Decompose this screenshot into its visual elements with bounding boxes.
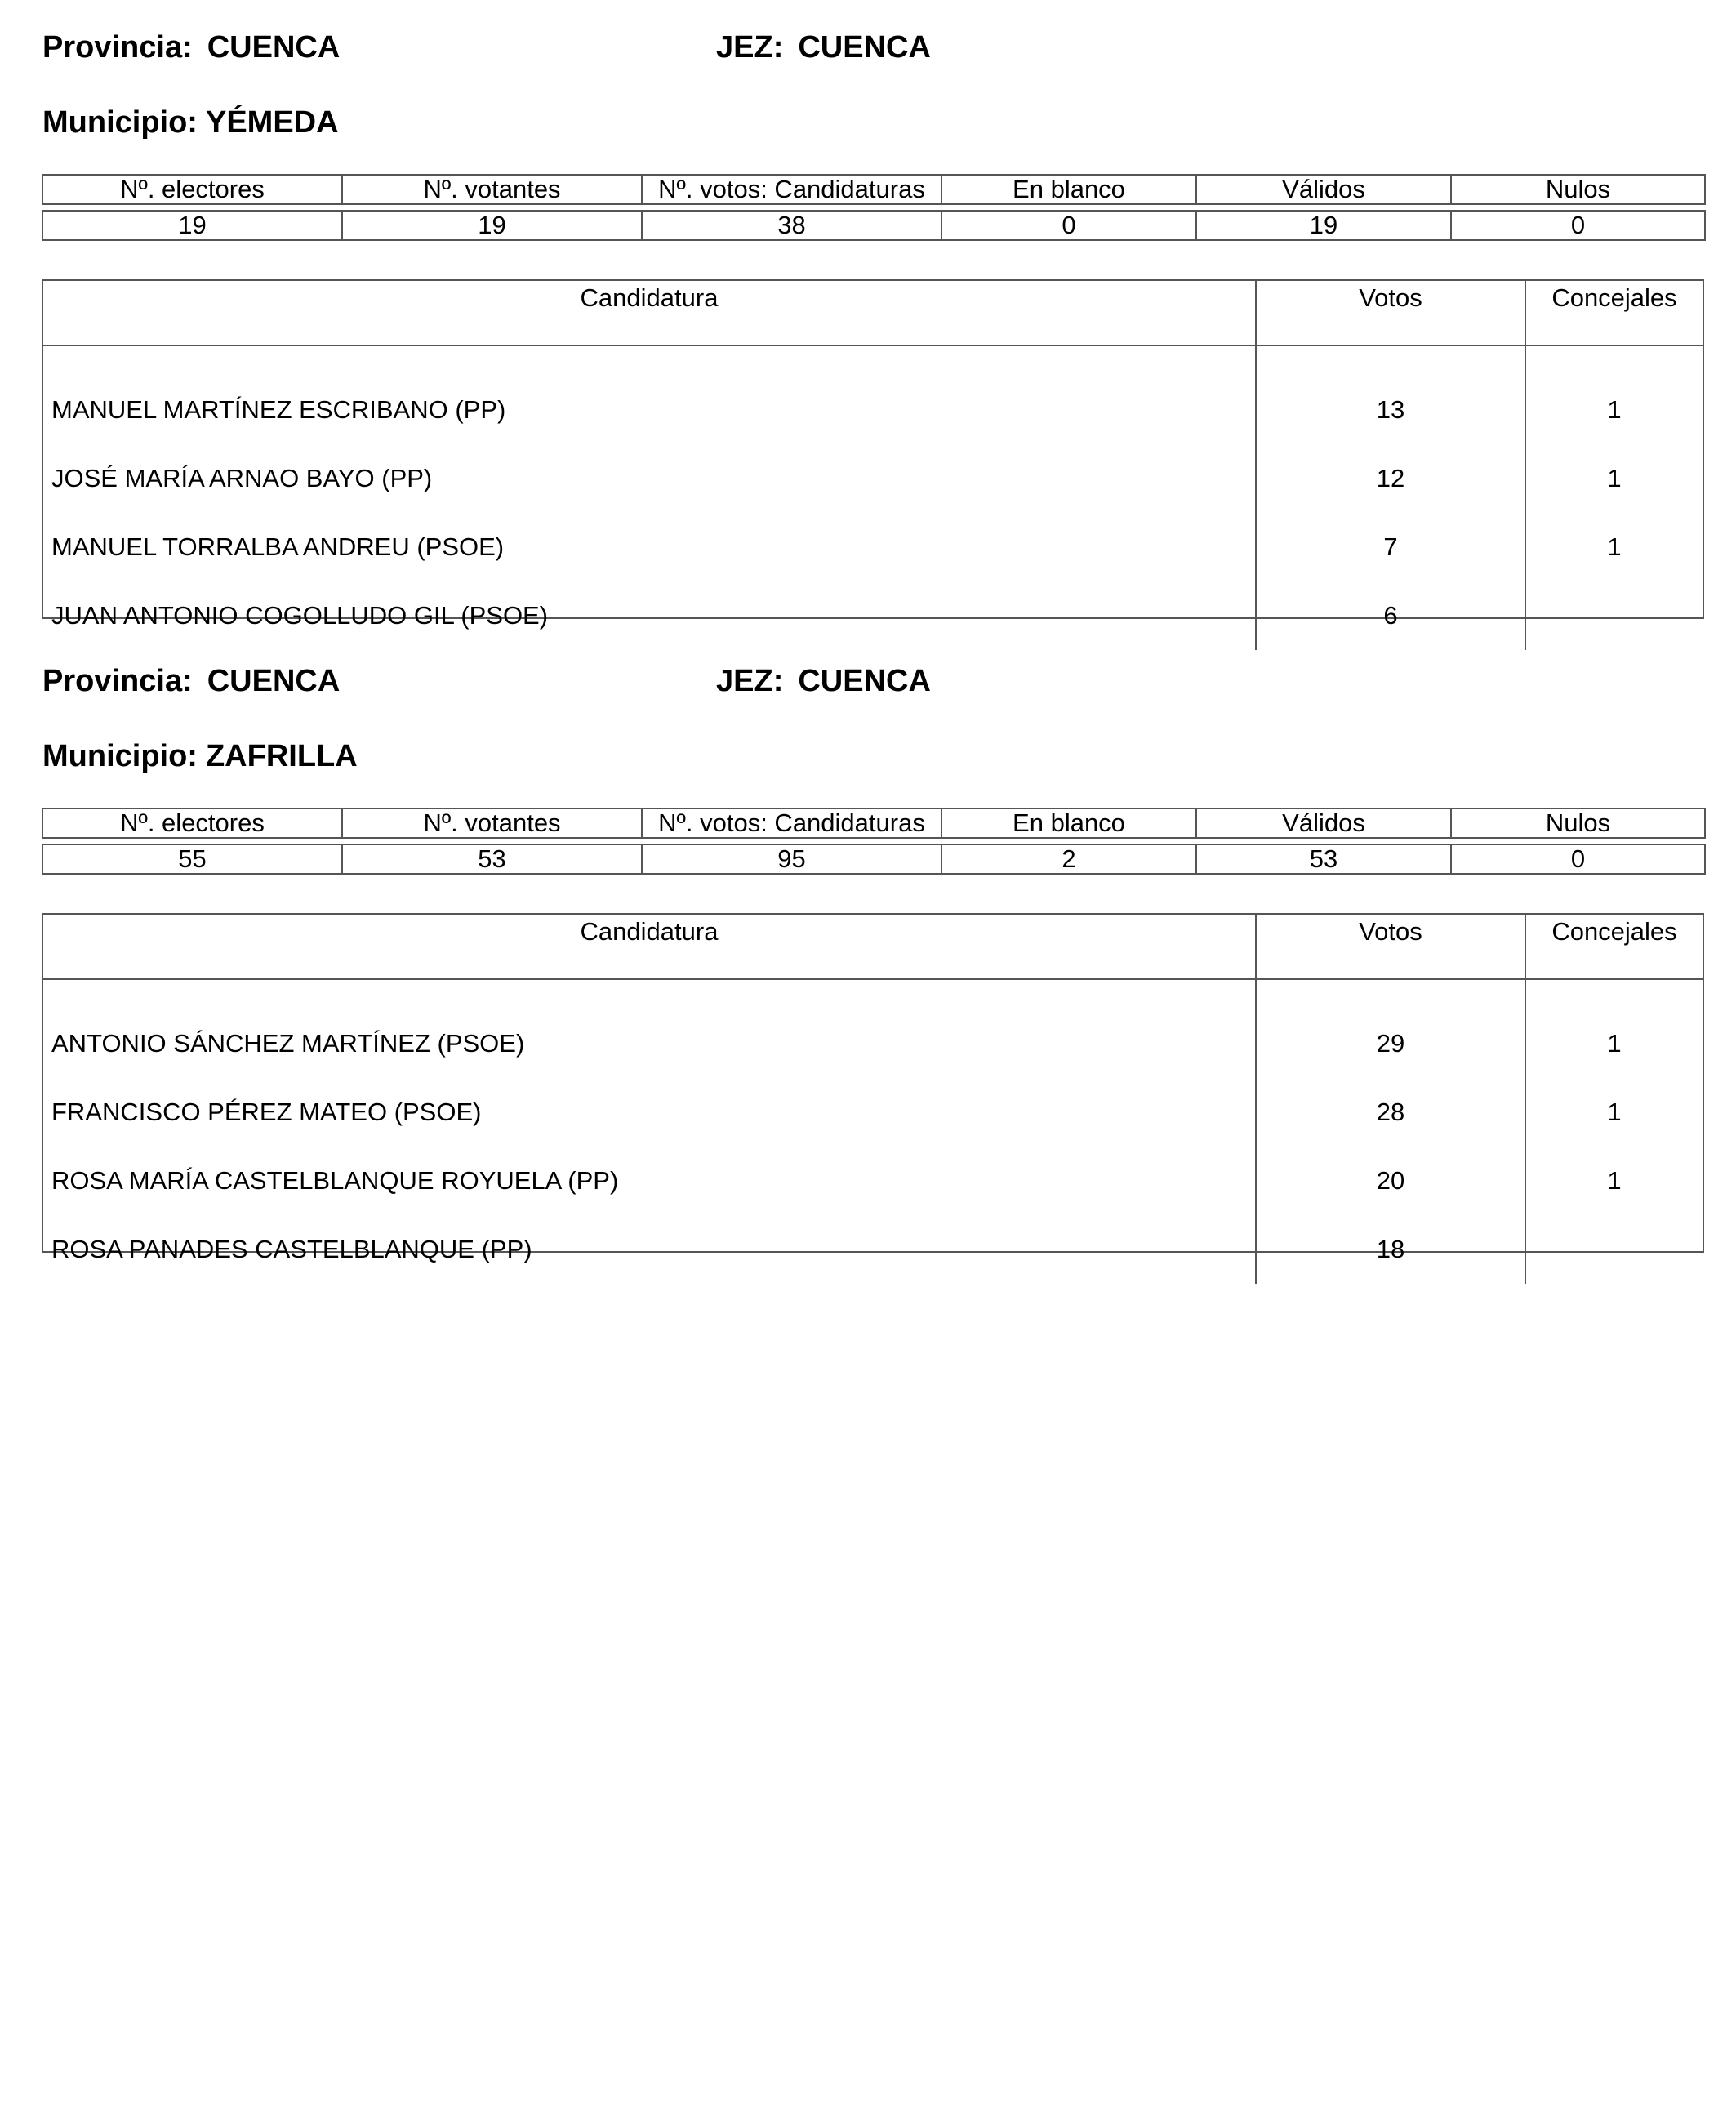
candidate-concejales: 1 xyxy=(1607,532,1622,561)
header-candidatura: Candidatura xyxy=(43,915,1257,978)
jez-label: JEZ: xyxy=(716,30,784,65)
municipio-line xyxy=(42,107,339,138)
candidate-votos: 20 xyxy=(1257,1147,1526,1215)
municipio-label: Municipio: xyxy=(42,105,198,140)
stats-table xyxy=(42,174,1706,241)
candidate-name: JUAN ANTONIO COGOLLUDO GIL (PSOE) xyxy=(43,581,1257,650)
value-votantes: 53 xyxy=(342,844,642,874)
candidate-concejales: 1 xyxy=(1607,464,1622,492)
header-votos-candidaturas: Nº. votos: Candidaturas xyxy=(642,808,941,838)
value-electores: 19 xyxy=(42,211,342,240)
candidate-name: ANTONIO SÁNCHEZ MARTÍNEZ (PSOE) xyxy=(43,1009,1257,1078)
candidate-concejales: 1 xyxy=(1607,395,1622,424)
value-validos: 53 xyxy=(1196,844,1451,874)
header-en-blanco: En blanco xyxy=(941,808,1196,838)
candidates-table xyxy=(42,279,1704,630)
candidate-concejales xyxy=(1526,581,1703,650)
header-candidatura: Candidatura xyxy=(43,281,1257,345)
value-votos-candidaturas: 95 xyxy=(642,844,941,874)
header-votos: Votos xyxy=(1257,281,1526,345)
candidate-name: ROSA PANADES CASTELBLANQUE (PP) xyxy=(43,1215,1257,1284)
candidate-name: MANUEL MARTÍNEZ ESCRIBANO (PP) xyxy=(43,376,1257,444)
candidate-votos: 29 xyxy=(1257,1009,1526,1078)
provincia-value: CUENCA xyxy=(207,664,341,698)
stats-table xyxy=(42,808,1706,875)
stats-value-row xyxy=(42,211,1705,240)
provincia-line xyxy=(42,666,340,697)
header-en-blanco: En blanco xyxy=(941,175,1196,204)
candidate-concejales xyxy=(1526,1215,1703,1284)
value-votantes: 19 xyxy=(342,211,642,240)
value-en-blanco: 0 xyxy=(941,211,1196,240)
jez-line xyxy=(716,32,931,63)
municipio-label: Municipio: xyxy=(42,739,198,773)
table-row xyxy=(43,1215,1703,1284)
municipio-line xyxy=(42,741,358,772)
value-votos-candidaturas: 38 xyxy=(642,211,941,240)
candidate-votos: 12 xyxy=(1257,444,1526,513)
table-row xyxy=(43,513,1703,581)
header-validos: Válidos xyxy=(1196,808,1451,838)
value-en-blanco: 2 xyxy=(941,844,1196,874)
header-electores: Nº. electores xyxy=(42,808,342,838)
candidates-header-row xyxy=(43,915,1703,980)
provincia-label: Provincia: xyxy=(42,664,193,698)
provincia-line xyxy=(42,32,340,63)
stats-header-row xyxy=(42,808,1705,838)
candidate-votos: 13 xyxy=(1257,376,1526,444)
header-votos: Votos xyxy=(1257,915,1526,978)
jez-label: JEZ: xyxy=(716,664,784,698)
jez-value: CUENCA xyxy=(798,664,931,698)
value-nulos: 0 xyxy=(1451,211,1705,240)
candidate-concejales: 1 xyxy=(1607,1029,1622,1058)
municipio-value: ZAFRILLA xyxy=(205,739,358,773)
candidate-votos: 28 xyxy=(1257,1078,1526,1147)
header-votantes: Nº. votantes xyxy=(342,808,642,838)
table-row xyxy=(43,1147,1703,1215)
header-concejales: Concejales xyxy=(1551,283,1677,312)
stats-header-row xyxy=(42,175,1705,204)
candidate-concejales: 1 xyxy=(1607,1166,1622,1195)
candidate-name: JOSÉ MARÍA ARNAO BAYO (PP) xyxy=(43,444,1257,513)
header-nulos: Nulos xyxy=(1451,175,1705,204)
candidate-name: MANUEL TORRALBA ANDREU (PSOE) xyxy=(43,513,1257,581)
provincia-label: Provincia: xyxy=(42,30,193,65)
table-row xyxy=(43,1009,1703,1078)
header-votantes: Nº. votantes xyxy=(342,175,642,204)
table-row xyxy=(43,376,1703,444)
stats-value-row xyxy=(42,844,1705,874)
candidate-votos: 7 xyxy=(1257,513,1526,581)
jez-line xyxy=(716,666,931,697)
header-concejales: Concejales xyxy=(1551,917,1677,946)
value-electores: 55 xyxy=(42,844,342,874)
candidates-header-row xyxy=(43,281,1703,346)
candidate-concejales: 1 xyxy=(1607,1098,1622,1126)
municipio-value: YÉMEDA xyxy=(205,105,339,140)
table-row xyxy=(43,581,1703,650)
header-nulos: Nulos xyxy=(1451,808,1705,838)
candidates-table xyxy=(42,913,1704,1263)
header-votos-candidaturas: Nº. votos: Candidaturas xyxy=(642,175,941,204)
table-row xyxy=(43,1078,1703,1147)
header-electores: Nº. electores xyxy=(42,175,342,204)
candidate-votos: 6 xyxy=(1257,581,1526,650)
candidate-name: FRANCISCO PÉREZ MATEO (PSOE) xyxy=(43,1078,1257,1147)
jez-value: CUENCA xyxy=(798,30,931,65)
value-nulos: 0 xyxy=(1451,844,1705,874)
header-validos: Válidos xyxy=(1196,175,1451,204)
value-validos: 19 xyxy=(1196,211,1451,240)
candidate-name: ROSA MARÍA CASTELBLANQUE ROYUELA (PP) xyxy=(43,1147,1257,1215)
provincia-value: CUENCA xyxy=(207,30,341,65)
candidate-votos: 18 xyxy=(1257,1215,1526,1284)
table-row xyxy=(43,444,1703,513)
